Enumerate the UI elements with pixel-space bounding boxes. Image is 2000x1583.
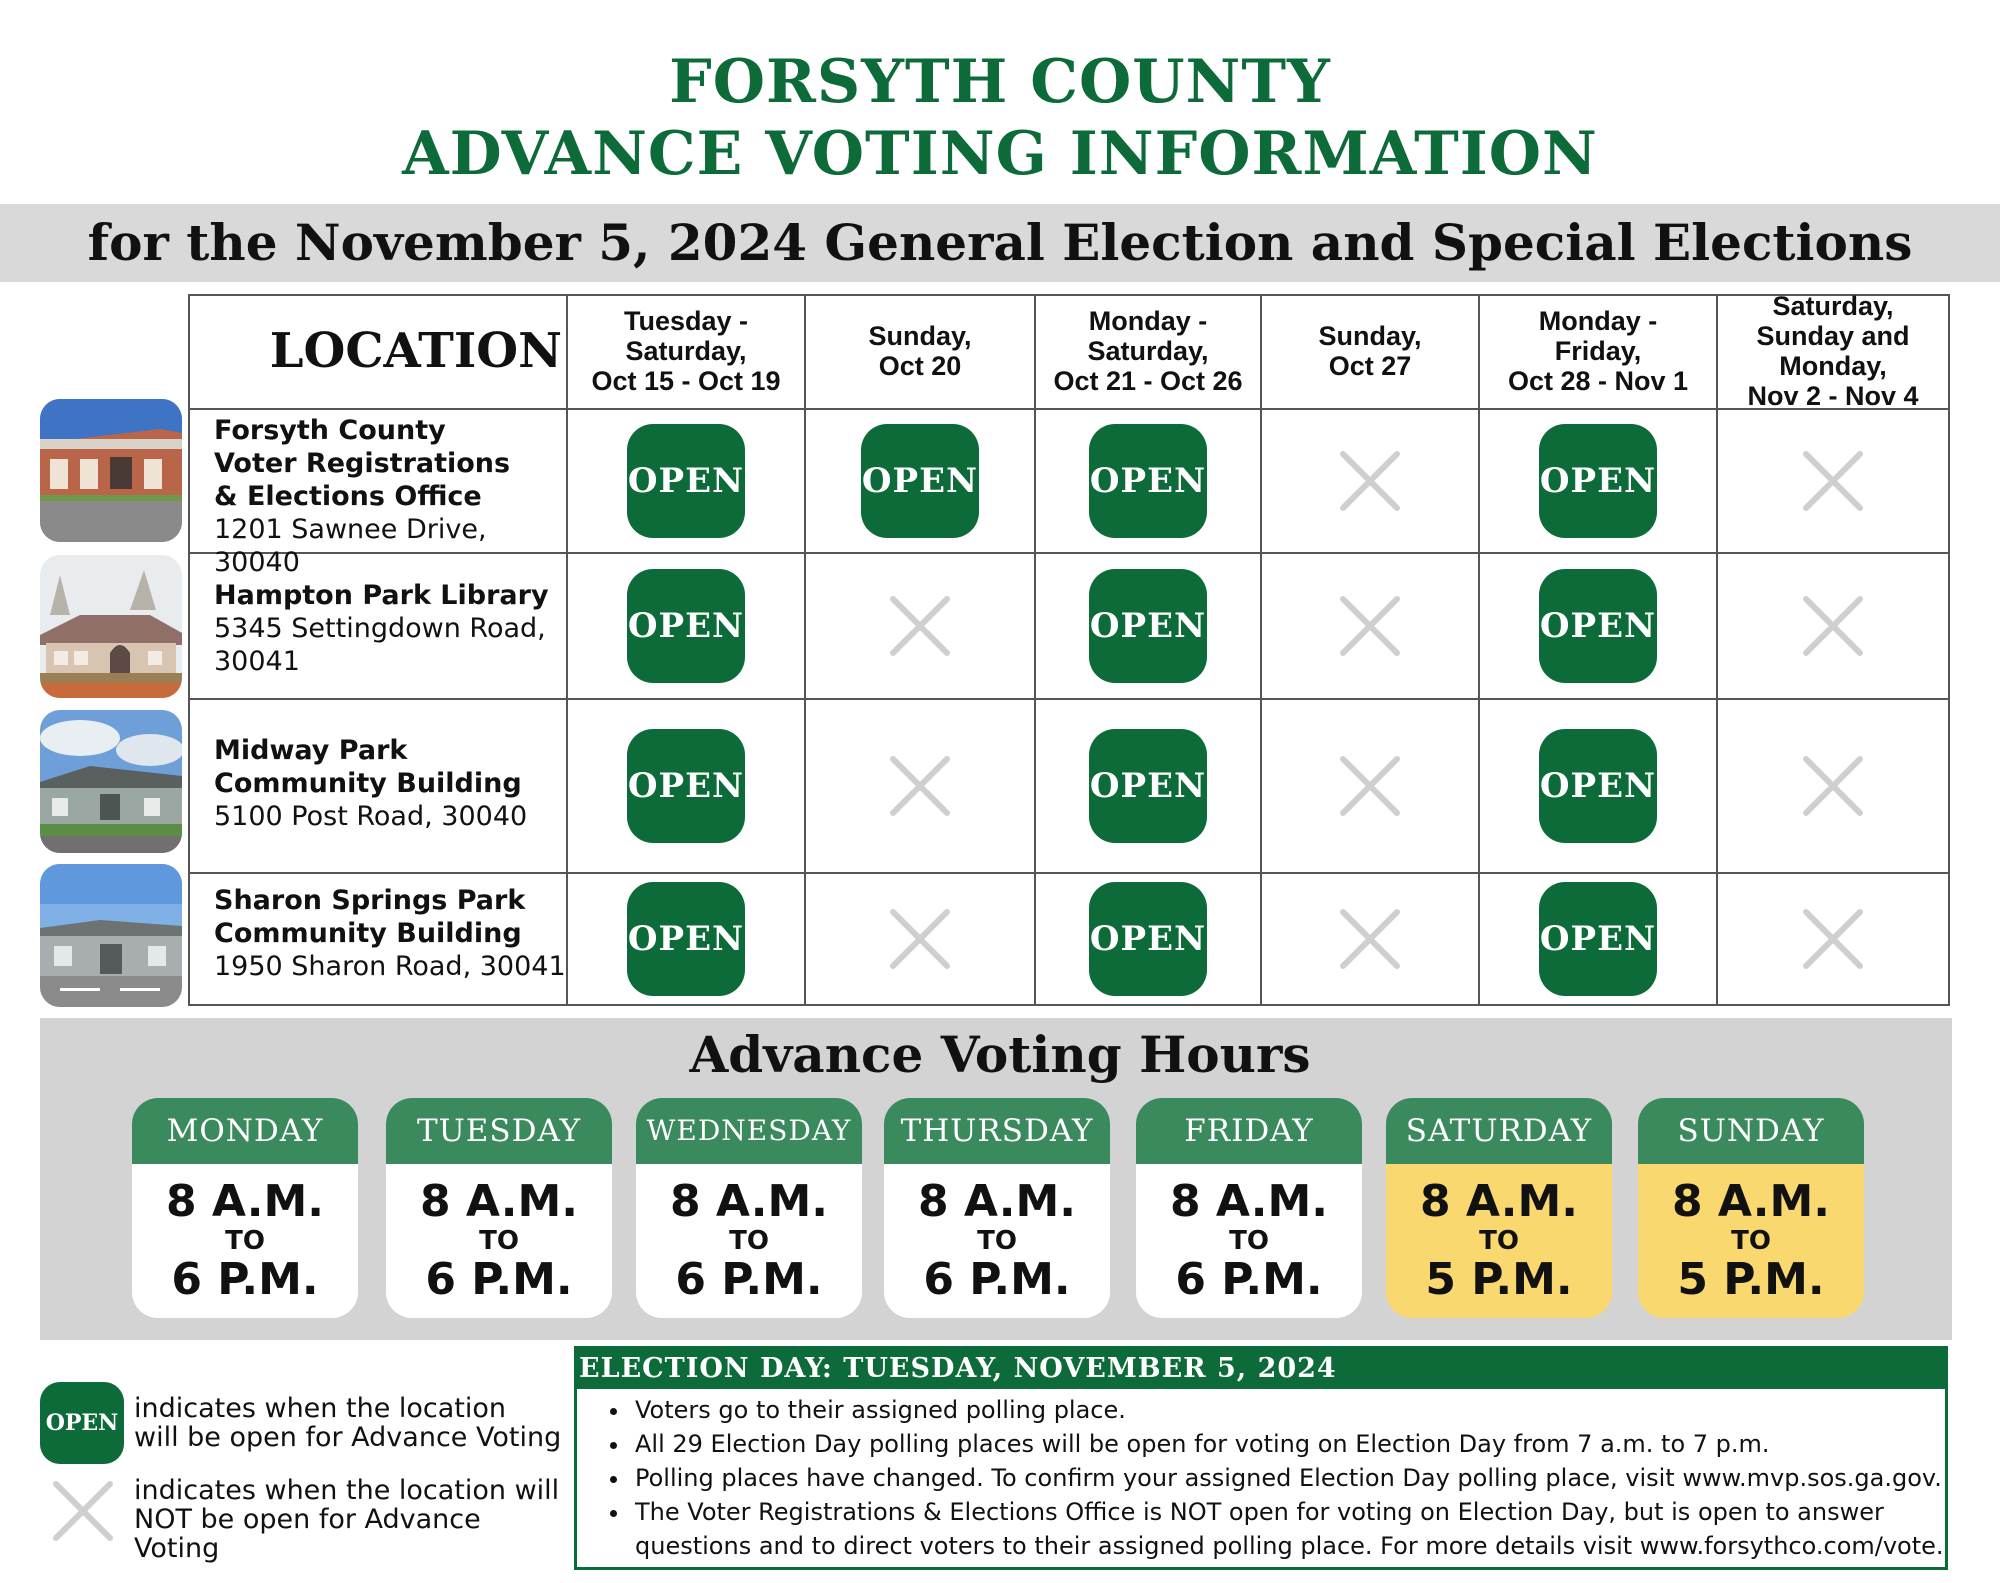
photo-sharon-springs-park [40,864,182,1007]
location-name: Sharon Springs Park Community Building [214,885,526,949]
status-cell-sharon-springs-park-period-6 [1718,874,1948,1004]
to-label: TO [729,1226,769,1256]
open-time: 8 A.M. [1419,1176,1579,1227]
hours-card-wednesday [636,1098,862,1318]
close-time: 6 P.M. [923,1254,1071,1305]
status-cell-elections-office-period-2 [806,410,1034,552]
closed-x-icon [1802,908,1864,970]
closed-x-icon [1802,595,1864,657]
period-header-oct15-19: Tuesday - Saturday, Oct 15 - Oct 19 [591,306,781,396]
status-cell-hampton-park-library-period-1 [568,554,804,698]
to-label: TO [225,1226,265,1256]
legend-open-text: indicates when the location will be open for Advance Voting [134,1393,562,1453]
status-cell-hampton-park-library-period-3 [1036,554,1260,698]
status-cell-hampton-park-library-period-5 [1480,554,1716,698]
location-address: 5100 Post Road, 30040 [214,801,528,832]
period-header-nov2-4: Saturday, Sunday and Monday, Nov 2 - Nov 4 [1747,291,1919,411]
status-cell-sharon-springs-park-period-5 [1480,874,1716,1004]
day-label: TUESDAY [386,1098,612,1164]
status-cell-midway-park-period-6 [1718,700,1948,872]
location-sharon-springs-park [214,884,574,983]
open-time: 8 A.M. [1671,1176,1831,1227]
day-label: SATURDAY [1386,1098,1612,1164]
open-time: 8 A.M. [419,1176,579,1227]
status-cell-elections-office-period-1 [568,410,804,552]
closed-x-icon [1339,755,1401,817]
location-address: 5345 Settingdown Road, 30041 [214,613,546,677]
legend-closed-text: indicates when the location will NOT be open for Advance Voting [134,1475,560,1564]
status-cell-sharon-springs-park-period-3 [1036,874,1260,1004]
period-header-oct21-26: Monday - Saturday, Oct 21 - Oct 26 [1053,306,1243,396]
close-time: 6 P.M. [171,1254,319,1305]
voting-hours-title: Advance Voting Hours [689,1025,1311,1084]
to-label: TO [479,1226,519,1256]
hours-card-thursday [884,1098,1110,1318]
election-day-box [574,1346,1948,1570]
status-cell-midway-park-period-2 [806,700,1034,872]
page-title-line-2: ADVANCE VOTING INFORMATION [402,119,1598,189]
photo-midway-park [40,710,182,853]
open-badge: OPEN [627,729,745,843]
hours-card-monday [132,1098,358,1318]
closed-x-icon [889,595,951,657]
location-address: 1201 Sawnee Drive, 30040 [214,514,487,578]
open-badge: OPEN [627,569,745,683]
status-cell-sharon-springs-park-period-4 [1262,874,1478,1004]
page-title: FORSYTH COUNTY [669,47,1331,117]
status-cell-elections-office-period-3 [1036,410,1260,552]
to-label: TO [977,1226,1017,1256]
closed-x-icon [1339,908,1401,970]
status-cell-hampton-park-library-period-6 [1718,554,1948,698]
closed-x-icon [1339,450,1401,512]
open-badge: OPEN [861,424,979,538]
status-cell-hampton-park-library-period-2 [806,554,1034,698]
status-cell-hampton-park-library-period-4 [1262,554,1478,698]
closed-x-icon [1339,595,1401,657]
status-cell-sharon-springs-park-period-2 [806,874,1034,1004]
status-cell-midway-park-period-4 [1262,700,1478,872]
photo-hampton-park-library [40,555,182,698]
open-time: 8 A.M. [1169,1176,1329,1227]
location-elections-office [214,414,574,579]
list-item: • Voters go to their assigned polling place. [631,1393,1945,1427]
status-cell-elections-office-period-5 [1480,410,1716,552]
list-item: • All 29 Election Day polling places will be open for voting on Election Day from 7 a.m. to 7 p.m. [631,1427,1945,1461]
open-time: 8 A.M. [165,1176,325,1227]
close-time: 5 P.M. [1425,1254,1573,1305]
open-badge: OPEN [1539,729,1657,843]
close-time: 6 P.M. [1175,1254,1323,1305]
open-badge: OPEN [627,882,745,996]
period-header-oct27: Sunday, Oct 27 [1318,321,1422,381]
subtitle-band [0,204,2000,282]
close-time: 6 P.M. [425,1254,573,1305]
open-badge: OPEN [1089,882,1207,996]
day-label: FRIDAY [1136,1098,1362,1164]
list-item: • Polling places have changed. To confirm your assigned Election Day polling place, visit www.mvp.sos.ga.gov. [631,1461,1945,1495]
photo-elections-office [40,399,182,542]
closed-x-icon [889,908,951,970]
open-badge: OPEN [1539,424,1657,538]
hours-card-friday [1136,1098,1362,1318]
open-time: 8 A.M. [669,1176,829,1227]
legend-open-badge: OPEN [40,1382,124,1464]
election-day-list [577,1393,1945,1563]
status-cell-elections-office-period-4 [1262,410,1478,552]
location-name: Midway Park Community Building [214,735,522,799]
location-name: Hampton Park Library [214,580,549,611]
day-label: THURSDAY [884,1098,1110,1164]
open-time: 8 A.M. [917,1176,1077,1227]
close-time: 6 P.M. [675,1254,823,1305]
open-badge: OPEN [1089,729,1207,843]
list-item: • The Voter Registrations & Elections Office is NOT open for voting on Election Day, but is open to answer questions and to direct voters to their assigned polling place. For more details visit www.forsythco.com/vote. [631,1495,1945,1563]
status-cell-midway-park-period-1 [568,700,804,872]
open-badge: OPEN [1539,882,1657,996]
status-cell-midway-park-period-5 [1480,700,1716,872]
closed-x-icon [1802,450,1864,512]
to-label: TO [1731,1226,1771,1256]
open-badge: OPEN [1089,424,1207,538]
open-badge: OPEN [1089,569,1207,683]
legend-closed-x-icon [52,1480,114,1542]
hours-card-saturday [1386,1098,1612,1318]
location-name: Forsyth County Voter Registrations & Elections Office [214,415,511,512]
close-time: 5 P.M. [1677,1254,1825,1305]
location-address: 1950 Sharon Road, 30041 [214,951,566,982]
hours-card-sunday [1638,1098,1864,1318]
day-label: SUNDAY [1638,1098,1864,1164]
to-label: TO [1479,1226,1519,1256]
location-midway-park [214,734,574,833]
open-badge: OPEN [627,424,745,538]
location-hampton-park-library [214,579,574,678]
period-header-oct28-nov1: Monday - Friday, Oct 28 - Nov 1 [1507,306,1689,396]
open-badge: OPEN [1539,569,1657,683]
status-cell-elections-office-period-6 [1718,410,1948,552]
closed-x-icon [1802,755,1864,817]
schedule-table [188,291,1950,1006]
status-cell-midway-park-period-3 [1036,700,1260,872]
page-subtitle: for the November 5, 2024 General Election and Special Elections [87,213,1913,272]
day-label: MONDAY [132,1098,358,1164]
location-column-header: LOCATION [269,323,562,379]
period-header-oct20: Sunday, Oct 20 [868,321,972,381]
status-cell-sharon-springs-park-period-1 [568,874,804,1004]
election-day-heading: ELECTION DAY: TUESDAY, NOVEMBER 5, 2024 [577,1349,1945,1389]
closed-x-icon [889,755,951,817]
day-label: WEDNESDAY [636,1098,862,1164]
hours-card-tuesday [386,1098,612,1318]
to-label: TO [1229,1226,1269,1256]
